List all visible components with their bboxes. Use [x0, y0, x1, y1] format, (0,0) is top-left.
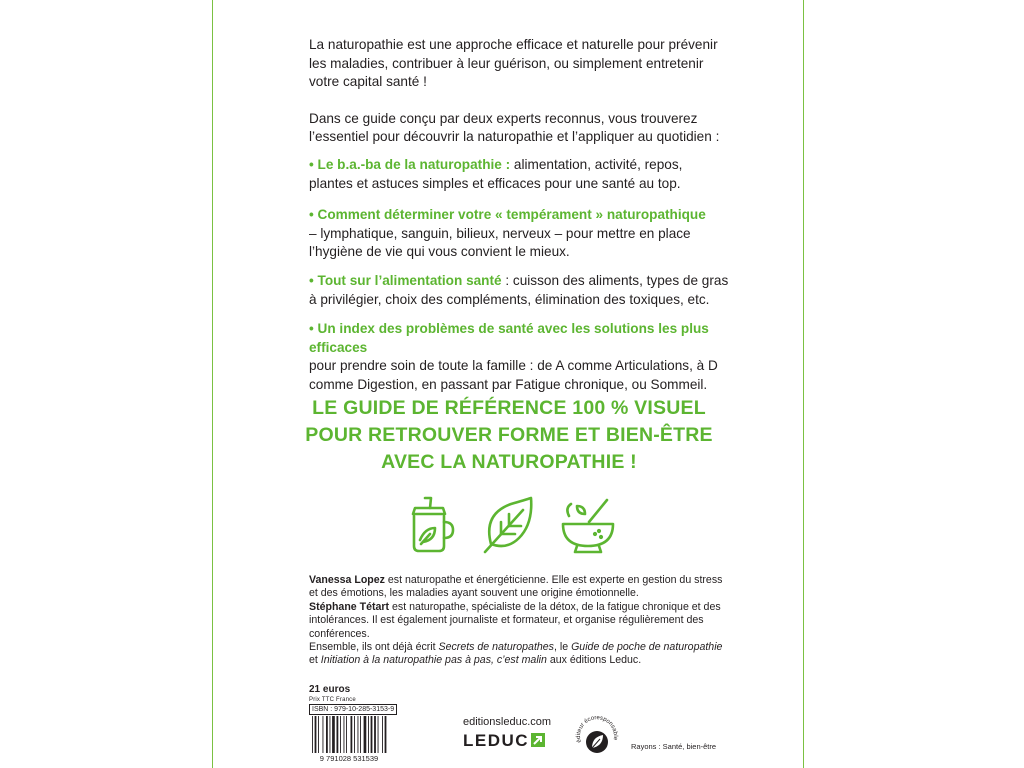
intro-paragraph-1: La naturopathie est une approche efficace et naturelle pour prévenir les maladies, contribuer à leur guérison, ou simplement entretenir votre capital santé ! [309, 37, 718, 89]
authors-bio [309, 574, 729, 668]
publisher-brand: LEDUC [463, 731, 530, 750]
bullet-4 [309, 320, 729, 394]
bullet-1 [309, 156, 729, 193]
headline-line-2: POUR RETROUVER FORME ET BIEN-ÊTRE [305, 424, 713, 446]
price [309, 685, 356, 705]
price-tax: Prix TTC France [309, 697, 356, 703]
intro-paragraph-2: Dans ce guide conçu par deux experts reconnus, vous trouverez l’essentiel pour découvrir la naturopathie et l’appliquer au quotidien : [309, 110, 720, 144]
leaf-icon [481, 494, 537, 554]
author-1-text: est naturopathe et énergéticienne. Elle est experte en gestion du stress et des émotions, les maladies ayant souvent une origine émotionnelle. [309, 574, 723, 600]
headline [253, 395, 765, 476]
author-2-name: Stéphane Tétart [309, 600, 390, 613]
back-cover [212, 0, 804, 768]
isbn: ISBN : 979-10-285-3153-9 [309, 704, 397, 715]
author-2-text: est naturopathe, spécialiste de la détox, de la fatigue chronique et des intolérances. Il est également journaliste et formateur, et organise régulièrement des conférences. [309, 600, 721, 640]
book-title: Secrets de naturopathes [438, 641, 554, 654]
bio-text: Ensemble, ils ont déjà écrit [309, 641, 439, 654]
intro-text [309, 36, 729, 147]
bio-text: et [309, 654, 321, 667]
headline-line-3: AVEC LA NATUROPATHIE ! [381, 451, 637, 473]
bio-text: aux éditions Leduc. [546, 654, 642, 667]
bullet-4-text: pour prendre soin de toute la famille : de A comme Articulations, à D comme Digestion, en passant par Fatigue chronique, ou Sommeil. [309, 358, 718, 392]
svg-text:éditeur écoresponsable: éditeur écoresponsable [575, 715, 619, 744]
bullet-3 [309, 272, 729, 309]
publisher[interactable] [463, 716, 573, 751]
bullet-3-lead: • Tout sur l’alimentation santé [309, 273, 502, 288]
author-1-name: Vanessa Lopez [309, 574, 385, 586]
smoothie-jar-icon [403, 494, 457, 554]
bullet-2-lead: • Comment déterminer votre « tempérament » naturopathique [309, 207, 706, 222]
bullet-1-text: alimentation, activité, repos, plantes et astuces simples et efficaces pour une santé au top. [309, 157, 683, 191]
arrow-up-right-icon [531, 733, 545, 747]
icon-row [403, 494, 615, 556]
mortar-pestle-icon [559, 494, 617, 554]
bullet-2-text: – lymphatique, sanguin, bilieux, nerveux – pour mettre en place l’hygiène de vie qui vous convient le mieux. [309, 225, 691, 259]
bullet-2 [309, 206, 729, 262]
publisher-logo [463, 731, 545, 751]
bullet-3-text: : cuisson des aliments, types de gras à privilégier, choix des compléments, élimination des toxiques, etc. [309, 273, 729, 307]
barcode [309, 716, 389, 762]
publisher-url[interactable]: editionsleduc.com [463, 716, 552, 728]
price-amount: 21 euros [309, 684, 351, 695]
bio-text: , le [553, 641, 572, 654]
headline-line-1: LE GUIDE DE RÉFÉRENCE 100 % VISUEL [312, 397, 706, 419]
rayons-label: Rayons : Santé, bien-être [631, 742, 717, 751]
eco-publisher-seal [573, 712, 621, 760]
bullet-1-lead: • Le b.a.-ba de la naturopathie : [309, 157, 511, 172]
bullet-4-lead: • Un index des problèmes de santé avec les solutions les plus efficaces [309, 321, 709, 355]
book-title: Guide de poche de naturopathie [571, 641, 723, 654]
book-title: Initiation à la naturopathie pas à pas, c’est malin [320, 654, 547, 667]
barcode-digits: 9 791028 531539 [319, 754, 379, 762]
